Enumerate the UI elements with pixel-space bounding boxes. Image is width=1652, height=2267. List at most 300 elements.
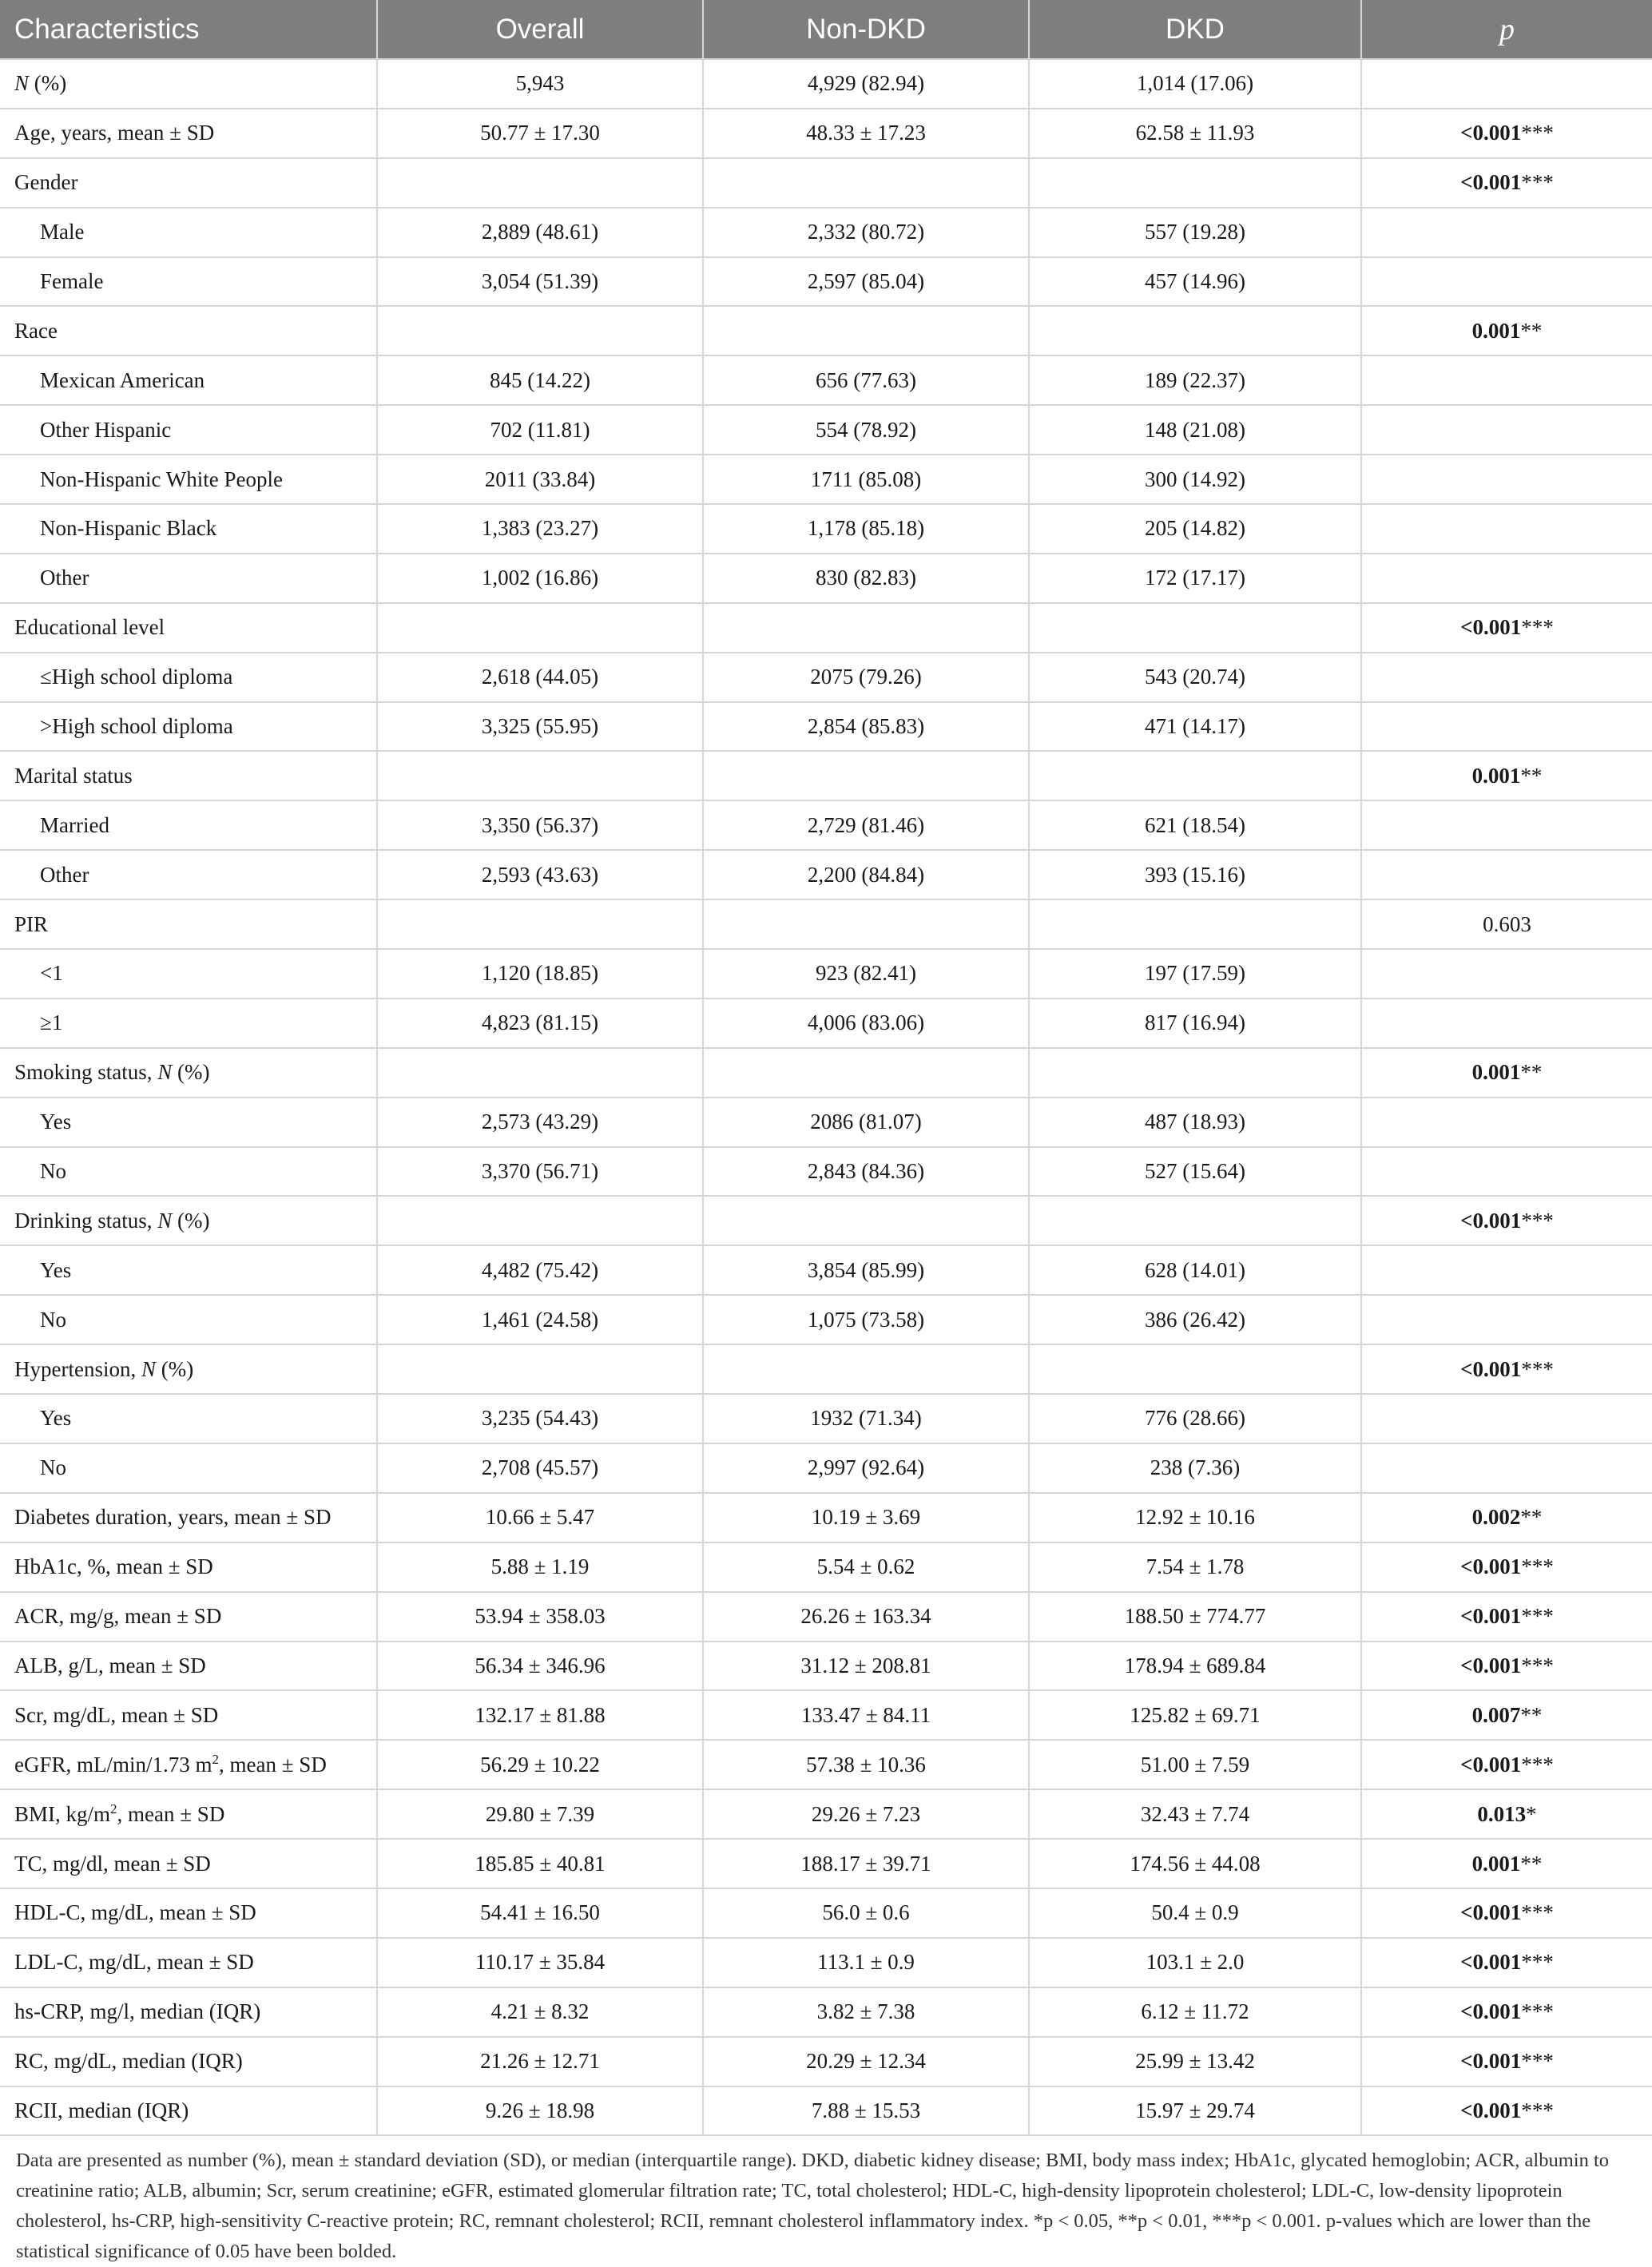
p-value-bold: <0.001 (1460, 1208, 1522, 1233)
overall-cell: 2,708 (45.57) (377, 1443, 703, 1493)
label-after: , mean ± SD (117, 1802, 225, 1827)
label-italic: N (157, 1060, 173, 1085)
non-dkd-cell: 29.26 ± 7.23 (703, 1789, 1029, 1839)
p-value-cell (1361, 158, 1652, 208)
non-dkd-cell (703, 158, 1029, 208)
non-dkd-cell: 57.38 ± 10.36 (703, 1740, 1029, 1789)
non-dkd-cell (703, 1048, 1029, 1098)
p-value-cell (1361, 1245, 1652, 1295)
dkd-cell: 178.94 ± 689.84 (1029, 1642, 1361, 1691)
label-text: Mexican American (40, 367, 205, 392)
row-label (0, 1987, 377, 2037)
row-label (0, 1542, 377, 1592)
overall-cell: 2,573 (43.29) (377, 1098, 703, 1147)
row-label (0, 603, 377, 653)
p-value-cell (1361, 1690, 1652, 1740)
table-row (0, 405, 1652, 455)
row-label (0, 1147, 377, 1197)
dkd-cell (1029, 306, 1361, 355)
overall-cell: 1,461 (24.58) (377, 1295, 703, 1344)
label-text: BMI, kg/m (14, 1802, 111, 1827)
label-text: ACR, mg/g, mean ± SD (14, 1604, 222, 1629)
row-label (0, 751, 377, 800)
non-dkd-cell: 7.88 ± 15.53 (703, 2086, 1029, 2136)
row-label (0, 59, 377, 109)
row-label (0, 208, 377, 257)
overall-cell: 3,325 (55.95) (377, 702, 703, 752)
row-label (0, 355, 377, 405)
table-row (0, 1394, 1652, 1443)
non-dkd-cell: 2,729 (81.46) (703, 800, 1029, 850)
table-row (0, 1295, 1652, 1344)
p-value-cell (1361, 1196, 1652, 1245)
non-dkd-cell: 830 (82.83) (703, 554, 1029, 603)
significance-stars: ** (1520, 763, 1543, 788)
overall-cell: 1,002 (16.86) (377, 554, 703, 603)
table-row (0, 1443, 1652, 1493)
significance-stars: ** (1520, 1505, 1543, 1530)
table-row (0, 1987, 1652, 2037)
p-value-cell (1361, 2086, 1652, 2136)
table-row (0, 653, 1652, 702)
p-value-bold: <0.001 (1460, 1900, 1522, 1925)
label-text: Gender (14, 170, 78, 195)
overall-cell: 56.34 ± 346.96 (377, 1642, 703, 1691)
overall-cell (377, 1048, 703, 1098)
table-row (0, 1938, 1652, 1987)
table-row (0, 59, 1652, 109)
p-value-cell (1361, 899, 1652, 949)
row-label (0, 1344, 377, 1394)
significance-stars: *** (1521, 1999, 1554, 2024)
row-label (0, 1789, 377, 1839)
label-text: Hypertension, (14, 1356, 141, 1381)
dkd-cell: 6.12 ± 11.72 (1029, 1987, 1361, 2037)
p-value-cell (1361, 504, 1652, 554)
p-value-bold: <0.001 (1460, 1752, 1522, 1777)
significance-stars: * (1526, 1801, 1537, 1826)
p-value-cell (1361, 59, 1652, 109)
non-dkd-cell: 2,997 (92.64) (703, 1443, 1029, 1493)
p-value-cell (1361, 1098, 1652, 1147)
overall-cell: 5.88 ± 1.19 (377, 1542, 703, 1592)
non-dkd-cell: 188.17 ± 39.71 (703, 1839, 1029, 1888)
table-row (0, 1147, 1652, 1197)
overall-cell (377, 1344, 703, 1394)
dkd-cell: 487 (18.93) (1029, 1098, 1361, 1147)
row-label (0, 999, 377, 1048)
overall-cell: 53.94 ± 358.03 (377, 1592, 703, 1642)
p-value-bold: <0.001 (1460, 1653, 1522, 1677)
label-text: Married (40, 812, 109, 837)
dkd-cell: 125.82 ± 69.71 (1029, 1690, 1361, 1740)
label-text: RC, mg/dL, median (IQR) (14, 2049, 243, 2074)
non-dkd-cell: 554 (78.92) (703, 405, 1029, 455)
significance-stars: ** (1520, 1060, 1543, 1085)
row-label (0, 800, 377, 850)
p-value-cell (1361, 355, 1652, 405)
non-dkd-cell: 923 (82.41) (703, 949, 1029, 999)
dkd-cell: 103.1 ± 2.0 (1029, 1938, 1361, 1987)
dkd-cell: 62.58 ± 11.93 (1029, 109, 1361, 158)
non-dkd-cell: 656 (77.63) (703, 355, 1029, 405)
non-dkd-cell: 1,075 (73.58) (703, 1295, 1029, 1344)
overall-cell: 185.85 ± 40.81 (377, 1839, 703, 1888)
label-text: LDL-C, mg/dL, mean ± SD (14, 1950, 254, 1975)
non-dkd-cell: 133.47 ± 84.11 (703, 1690, 1029, 1740)
label-text: Educational level (14, 615, 165, 640)
non-dkd-cell: 10.19 ± 3.69 (703, 1493, 1029, 1542)
table-row (0, 1542, 1652, 1592)
row-label (0, 1098, 377, 1147)
non-dkd-cell: 3,854 (85.99) (703, 1245, 1029, 1295)
p-value-bold: <0.001 (1460, 170, 1522, 195)
label-text: RCII, median (IQR) (14, 2098, 189, 2122)
overall-cell: 50.77 ± 17.30 (377, 109, 703, 158)
table-row (0, 1740, 1652, 1789)
overall-cell: 56.29 ± 10.22 (377, 1740, 703, 1789)
p-value-cell (1361, 1839, 1652, 1888)
non-dkd-cell: 5.54 ± 0.62 (703, 1542, 1029, 1592)
label-superscript: 2 (110, 1801, 117, 1817)
overall-cell: 10.66 ± 5.47 (377, 1493, 703, 1542)
label-text: No (40, 1159, 66, 1184)
table-row (0, 158, 1652, 208)
label-text: ≤High school diploma (40, 665, 233, 689)
dkd-cell (1029, 1048, 1361, 1098)
row-label (0, 554, 377, 603)
p-value-cell (1361, 1493, 1652, 1542)
p-value-bold: 0.002 (1471, 1505, 1521, 1530)
dkd-cell: 205 (14.82) (1029, 504, 1361, 554)
significance-stars: ** (1520, 318, 1543, 343)
overall-cell: 2,889 (48.61) (377, 208, 703, 257)
overall-cell (377, 751, 703, 800)
table-row (0, 1789, 1652, 1839)
row-label (0, 949, 377, 999)
dkd-cell: 776 (28.66) (1029, 1394, 1361, 1443)
p-value-bold: <0.001 (1460, 1554, 1522, 1579)
p-value-cell (1361, 653, 1652, 702)
significance-stars: *** (1521, 121, 1554, 145)
non-dkd-cell (703, 603, 1029, 653)
p-value-cell (1361, 2037, 1652, 2086)
non-dkd-cell: 4,929 (82.94) (703, 59, 1029, 109)
label-text: Other (40, 566, 89, 590)
label-text: Yes (40, 1257, 72, 1282)
p-value-cell (1361, 1740, 1652, 1789)
table-row (0, 1839, 1652, 1888)
significance-stars: *** (1521, 2098, 1554, 2122)
label-text: PIR (14, 911, 49, 936)
dkd-cell: 32.43 ± 7.74 (1029, 1789, 1361, 1839)
p-value-bold: <0.001 (1460, 1999, 1522, 2024)
overall-cell: 3,370 (56.71) (377, 1147, 703, 1197)
p-value-bold: <0.001 (1460, 2049, 1522, 2074)
p-value-cell (1361, 999, 1652, 1048)
row-label (0, 1048, 377, 1098)
p-value-cell (1361, 1344, 1652, 1394)
overall-cell: 2,618 (44.05) (377, 653, 703, 702)
p-value-cell (1361, 1789, 1652, 1839)
dkd-cell (1029, 1196, 1361, 1245)
p-value-bold: <0.001 (1460, 2098, 1522, 2122)
label-text: HDL-C, mg/dL, mean ± SD (14, 1900, 256, 1925)
dkd-cell: 7.54 ± 1.78 (1029, 1542, 1361, 1592)
header-dkd: DKD (1029, 0, 1361, 59)
row-label (0, 1196, 377, 1245)
p-value-bold: <0.001 (1460, 121, 1522, 145)
overall-cell: 1,120 (18.85) (377, 949, 703, 999)
p-value-cell (1361, 1295, 1652, 1344)
overall-cell (377, 158, 703, 208)
header-non-dkd: Non-DKD (703, 0, 1029, 59)
row-label (0, 1394, 377, 1443)
non-dkd-cell: 26.26 ± 163.34 (703, 1592, 1029, 1642)
table-row (0, 949, 1652, 999)
dkd-cell: 238 (7.36) (1029, 1443, 1361, 1493)
label-italic: N (157, 1208, 173, 1233)
dkd-cell: 188.50 ± 774.77 (1029, 1592, 1361, 1642)
p-value-bold: 0.001 (1471, 318, 1521, 343)
table-row (0, 603, 1652, 653)
table-row (0, 800, 1652, 850)
table-row (0, 1245, 1652, 1295)
row-label (0, 2086, 377, 2136)
label-text: >High school diploma (40, 714, 233, 739)
dkd-cell: 621 (18.54) (1029, 800, 1361, 850)
p-value-cell (1361, 702, 1652, 752)
dkd-cell: 527 (15.64) (1029, 1147, 1361, 1197)
overall-cell: 3,235 (54.43) (377, 1394, 703, 1443)
dkd-cell (1029, 899, 1361, 949)
label-text: Other (40, 862, 89, 887)
label-text: Smoking status, (14, 1060, 158, 1085)
dkd-cell: 300 (14.92) (1029, 455, 1361, 504)
non-dkd-cell: 1,178 (85.18) (703, 504, 1029, 554)
significance-stars: *** (1521, 1356, 1554, 1381)
header-characteristics: Characteristics (14, 13, 200, 45)
table-row (0, 999, 1652, 1048)
overall-cell: 3,054 (51.39) (377, 257, 703, 307)
overall-cell: 4,823 (81.15) (377, 999, 703, 1048)
table-row (0, 1888, 1652, 1938)
non-dkd-cell: 2086 (81.07) (703, 1098, 1029, 1147)
label-text: Marital status (14, 763, 133, 788)
significance-stars: *** (1521, 1604, 1554, 1629)
row-label (0, 1740, 377, 1789)
table-row (0, 1344, 1652, 1394)
overall-cell: 4,482 (75.42) (377, 1245, 703, 1295)
non-dkd-cell: 2,854 (85.83) (703, 702, 1029, 752)
label-text: ≥1 (40, 1010, 63, 1035)
row-label (0, 850, 377, 899)
table-row (0, 554, 1652, 603)
label-text: <1 (40, 961, 63, 986)
dkd-cell: 386 (26.42) (1029, 1295, 1361, 1344)
label-text: HbA1c, %, mean ± SD (14, 1554, 213, 1579)
row-label (0, 405, 377, 455)
row-label (0, 455, 377, 504)
overall-cell: 29.80 ± 7.39 (377, 1789, 703, 1839)
significance-stars: *** (1521, 1900, 1554, 1925)
overall-cell: 132.17 ± 81.88 (377, 1690, 703, 1740)
p-value-cell (1361, 1642, 1652, 1691)
significance-stars: ** (1520, 1702, 1543, 1727)
dkd-cell (1029, 603, 1361, 653)
p-value-cell (1361, 1542, 1652, 1592)
table-row (0, 702, 1652, 752)
row-label (0, 504, 377, 554)
label-text: Diabetes duration, years, mean ± SD (14, 1505, 332, 1530)
label-superscript: 2 (212, 1752, 220, 1768)
p-value-bold: <0.001 (1460, 1356, 1522, 1381)
p-value-cell (1361, 1147, 1652, 1197)
p-value-cell (1361, 1592, 1652, 1642)
significance-stars: *** (1521, 1554, 1554, 1579)
non-dkd-cell: 3.82 ± 7.38 (703, 1987, 1029, 2037)
table-row (0, 455, 1652, 504)
dkd-cell: 12.92 ± 10.16 (1029, 1493, 1361, 1542)
p-value-cell (1361, 751, 1652, 800)
overall-cell: 845 (14.22) (377, 355, 703, 405)
non-dkd-cell: 1711 (85.08) (703, 455, 1029, 504)
overall-cell (377, 1196, 703, 1245)
overall-cell (377, 306, 703, 355)
p-value-plain: 0.603 (1483, 911, 1531, 936)
dkd-cell: 15.97 ± 29.74 (1029, 2086, 1361, 2136)
p-value-cell (1361, 850, 1652, 899)
row-label (0, 899, 377, 949)
p-value-cell (1361, 1938, 1652, 1987)
table-row (0, 1592, 1652, 1642)
label-suffix: (%) (155, 1356, 194, 1381)
label-text: Female (40, 269, 104, 293)
overall-cell: 1,383 (23.27) (377, 504, 703, 554)
dkd-cell (1029, 1344, 1361, 1394)
table-row (0, 1493, 1652, 1542)
overall-cell: 2,593 (43.63) (377, 850, 703, 899)
header-overall: Overall (377, 0, 703, 59)
non-dkd-cell: 2,597 (85.04) (703, 257, 1029, 307)
non-dkd-cell: 56.0 ± 0.6 (703, 1888, 1029, 1938)
row-label (0, 306, 377, 355)
non-dkd-cell: 2,843 (84.36) (703, 1147, 1029, 1197)
non-dkd-cell: 48.33 ± 17.23 (703, 109, 1029, 158)
table-row (0, 355, 1652, 405)
dkd-cell: 471 (14.17) (1029, 702, 1361, 752)
p-value-cell (1361, 1888, 1652, 1938)
overall-cell: 5,943 (377, 59, 703, 109)
p-value-bold: 0.013 (1477, 1801, 1527, 1826)
p-value-bold: 0.001 (1471, 1851, 1521, 1876)
dkd-cell: 817 (16.94) (1029, 999, 1361, 1048)
overall-cell: 2011 (33.84) (377, 455, 703, 504)
dkd-cell: 189 (22.37) (1029, 355, 1361, 405)
row-label (0, 2037, 377, 2086)
table-row (0, 1690, 1652, 1740)
row-label (0, 1443, 377, 1493)
significance-stars: *** (1521, 170, 1554, 195)
label-suffix: (%) (29, 71, 67, 96)
p-value-bold: 0.001 (1471, 763, 1521, 788)
non-dkd-cell: 2,200 (84.84) (703, 850, 1029, 899)
dkd-cell: 543 (20.74) (1029, 653, 1361, 702)
p-value-cell (1361, 257, 1652, 307)
row-label (0, 702, 377, 752)
label-text: Race (14, 318, 58, 343)
row-label (0, 1295, 377, 1344)
header-p: p (1361, 0, 1652, 59)
row-label (0, 1888, 377, 1938)
significance-stars: ** (1520, 1851, 1543, 1876)
p-value-cell (1361, 1394, 1652, 1443)
row-label (0, 109, 377, 158)
label-text: Male (40, 220, 85, 244)
label-text: Scr, mg/dL, mean ± SD (14, 1702, 219, 1727)
non-dkd-cell: 31.12 ± 208.81 (703, 1642, 1029, 1691)
overall-cell: 702 (11.81) (377, 405, 703, 455)
label-text: Drinking status, (14, 1208, 158, 1233)
label-italic: N (14, 71, 30, 96)
table-footnote: Data are presented as number (%), mean ± standard deviation (SD), or median (interquartile range). DKD, diabetic kidney disease; BMI, body mass index; HbA1c, glycated hemoglobin; ACR, albumin to creatinine ratio; ALB, albumin; Scr, serum creatinine; eGFR, estimated glomerular filtration rate; TC, total cholesterol; HDL-C, high-density lipoprotein cholesterol; LDL-C, low-density lipoprotein cholesterol, hs-CRP, high-sensitivity C-reactive protein; RC, remnant cholesterol; RCII, remnant cholesterol inflammatory index. *p < 0.05, **p < 0.01, ***p < 0.001. p-values which are lower than the statistical significance of 0.05 have been bolded. (16, 2150, 1610, 2262)
label-text: TC, mg/dl, mean ± SD (14, 1851, 211, 1876)
p-value-cell (1361, 405, 1652, 455)
p-value-cell (1361, 208, 1652, 257)
table-row (0, 751, 1652, 800)
non-dkd-cell: 2075 (79.26) (703, 653, 1029, 702)
dkd-cell: 457 (14.96) (1029, 257, 1361, 307)
row-label (0, 1938, 377, 1987)
non-dkd-cell: 113.1 ± 0.9 (703, 1938, 1029, 1987)
row-label (0, 257, 377, 307)
p-value-cell (1361, 554, 1652, 603)
non-dkd-cell (703, 1196, 1029, 1245)
p-value-cell (1361, 800, 1652, 850)
non-dkd-cell (703, 899, 1029, 949)
row-label (0, 1493, 377, 1542)
table-row (0, 109, 1652, 158)
significance-stars: *** (1521, 1752, 1554, 1777)
dkd-cell: 628 (14.01) (1029, 1245, 1361, 1295)
dkd-cell: 148 (21.08) (1029, 405, 1361, 455)
dkd-cell: 1,014 (17.06) (1029, 59, 1361, 109)
significance-stars: *** (1521, 1950, 1554, 1975)
non-dkd-cell (703, 751, 1029, 800)
table-row (0, 899, 1652, 949)
row-label (0, 1839, 377, 1888)
dkd-cell: 557 (19.28) (1029, 208, 1361, 257)
non-dkd-cell (703, 1344, 1029, 1394)
table-row (0, 2037, 1652, 2086)
p-value-cell (1361, 455, 1652, 504)
label-text: eGFR, mL/min/1.73 m (14, 1753, 212, 1777)
table-row (0, 306, 1652, 355)
label-text: Non-Hispanic Black (40, 516, 217, 541)
non-dkd-cell: 1932 (71.34) (703, 1394, 1029, 1443)
label-text: No (40, 1455, 66, 1480)
non-dkd-cell: 2,332 (80.72) (703, 208, 1029, 257)
row-label (0, 158, 377, 208)
p-value-cell (1361, 306, 1652, 355)
p-value-cell (1361, 1048, 1652, 1098)
table-row (0, 2086, 1652, 2136)
dkd-cell: 172 (17.17) (1029, 554, 1361, 603)
dkd-cell: 174.56 ± 44.08 (1029, 1839, 1361, 1888)
table-row (0, 504, 1652, 554)
table-row (0, 1098, 1652, 1147)
label-text: Yes (40, 1110, 72, 1134)
